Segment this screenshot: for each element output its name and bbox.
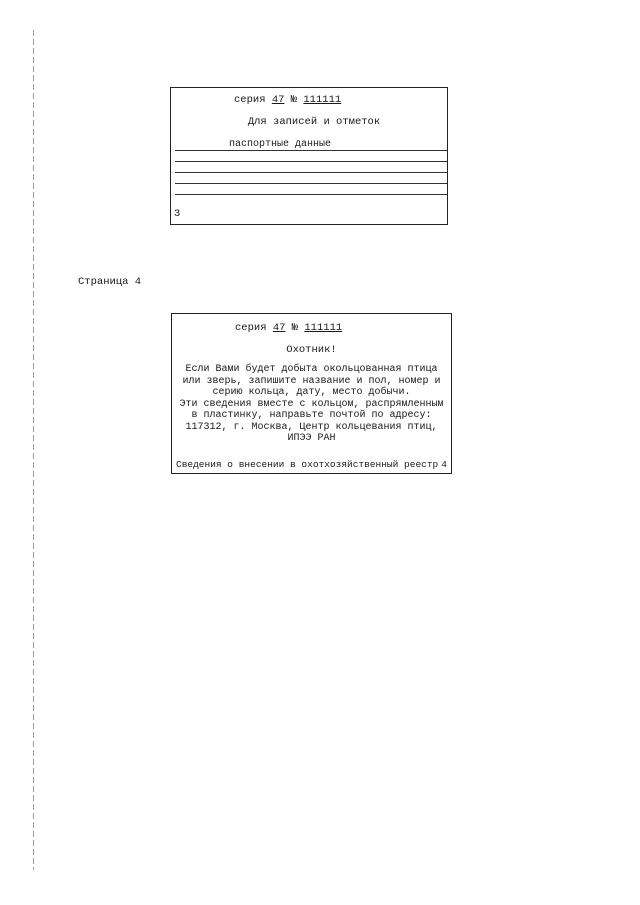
entry-line [175,172,447,173]
left-margin-line [33,30,34,870]
number-value: 111111 [304,322,343,334]
registry-footer [172,459,451,473]
page-label: Страница 4 [78,276,142,288]
number-sign: № [291,322,299,334]
series-value: 47 [271,94,285,106]
series-prefix: серия [235,322,267,334]
series-line [234,94,341,106]
passport-data-label: паспортные данные [229,139,332,150]
card-heading: Охотник! [286,344,337,356]
hunter-instructions: Если Вами будет добыта окольцованная птица или зверь, запишите название и пол, номер и серию кольца, дату, место добычи. Эти сведения вместе с кольцом, распрямленным в пластинку, направьте почтой по адресу: 117312, г. Москва, Центр кольцевания птиц, ИПЭЭ РАН [179,364,444,444]
page-number: 4 [441,459,447,470]
entry-line [175,194,447,195]
number-sign: № [290,94,298,106]
card-page-4 [171,313,452,474]
card-page-3 [170,87,448,225]
page-number: 3 [174,208,181,220]
series-value: 47 [272,322,286,334]
series-prefix: серия [234,94,266,106]
number-value: 111111 [303,94,342,106]
entry-line [175,161,447,162]
registry-footer-text: Сведения о внесении в охотхозяйственный реестр [176,459,439,470]
card-heading: Для записей и отметок [247,116,381,128]
entry-line [175,150,447,151]
series-line [235,322,342,334]
entry-line [175,183,447,184]
